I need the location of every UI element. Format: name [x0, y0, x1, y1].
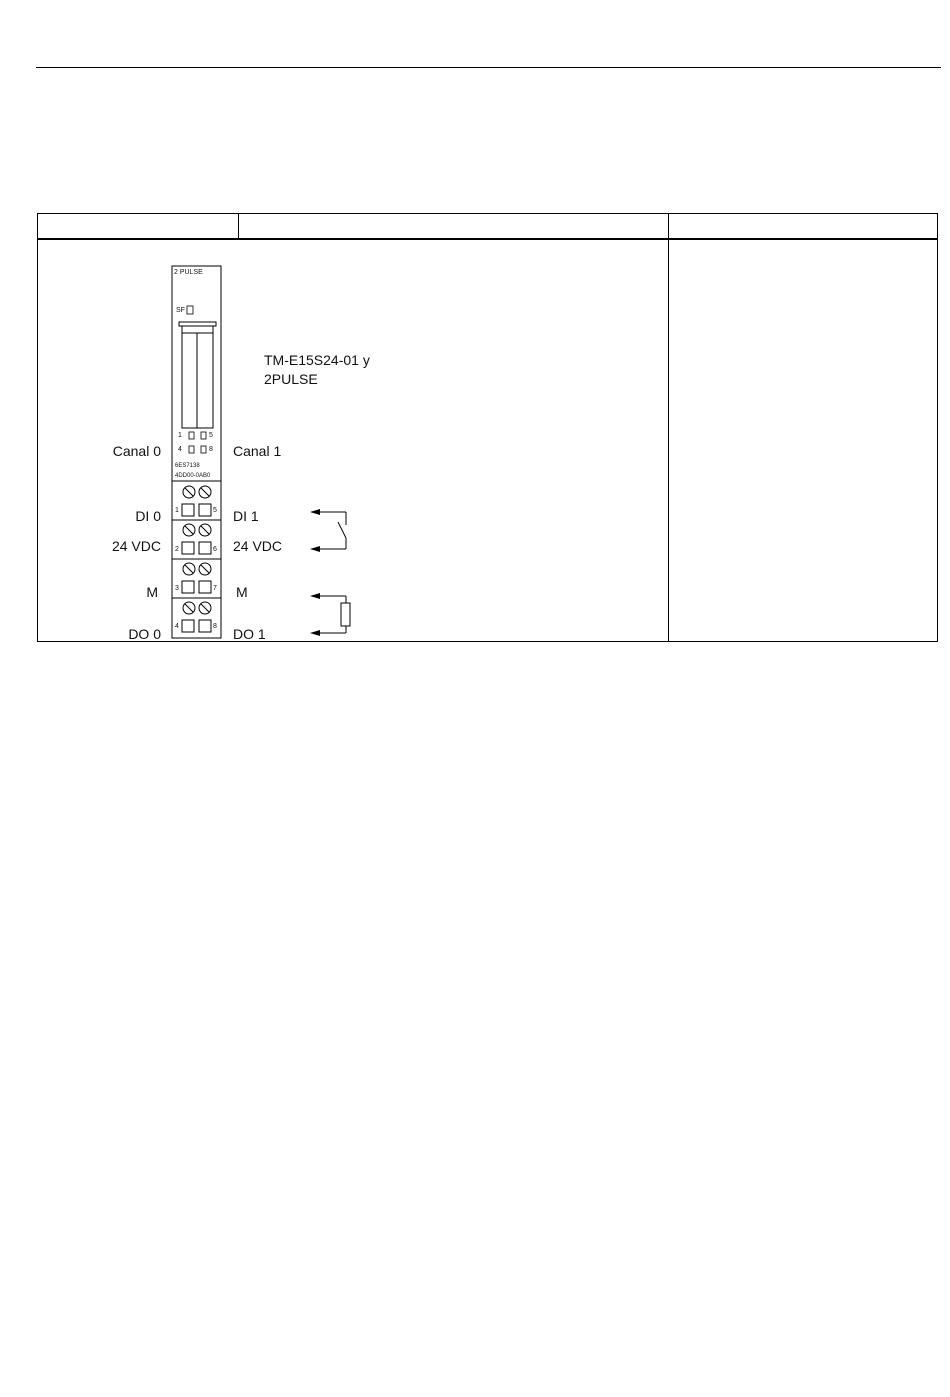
label-m-right: M: [236, 584, 248, 600]
terminal-number-2: 2: [175, 546, 179, 553]
led-label-5: 5: [209, 432, 213, 439]
led-8: [201, 446, 206, 453]
terminal-number-6: 6: [213, 546, 217, 553]
order-number-line2: 4DD00-0AB0: [175, 473, 211, 479]
label-di-1: DI 1: [233, 508, 259, 524]
module-name: 2 PULSE: [174, 269, 203, 276]
label-di-0: DI 0: [135, 508, 161, 524]
caption-line1: TM-E15S24-01 y: [264, 352, 370, 368]
arrow-m: [310, 593, 320, 599]
terminal-number-8: 8: [213, 623, 217, 630]
led-5: [201, 432, 206, 439]
arrow-di1: [310, 509, 320, 515]
label-m-left: M: [146, 584, 158, 600]
label-do-0: DO 0: [128, 626, 161, 642]
caption-line2: 2PULSE: [264, 371, 318, 387]
module-caption: [264, 351, 370, 389]
label-canal-0: Canal 0: [112, 443, 161, 459]
terminal-number-1: 1: [175, 507, 179, 514]
led-label-1: 1: [178, 432, 182, 439]
terminal-number-4: 4: [175, 623, 179, 630]
switch-wiring: [316, 512, 346, 549]
arrow-do1: [310, 630, 320, 636]
label-24vdc-left: 24 VDC: [111, 538, 161, 554]
label-do-1: DO 1: [233, 626, 266, 642]
screws: [183, 486, 211, 614]
arrow-24vdc: [310, 546, 320, 552]
label-holder: [179, 322, 216, 326]
label-24vdc-right: 24 VDC: [233, 538, 283, 554]
terminal-number-7: 7: [213, 585, 217, 592]
label-canal-1: Canal 1: [233, 443, 282, 459]
terminal-number-5: 5: [213, 507, 217, 514]
led-label-8: 8: [209, 446, 213, 453]
led-1: [189, 432, 194, 439]
sf-led: [187, 306, 193, 314]
order-number-line1: 6ES7138: [175, 463, 200, 469]
sf-label: SF: [176, 307, 185, 314]
load-wiring: [316, 596, 350, 633]
led-label-4: 4: [178, 446, 182, 453]
led-4: [189, 446, 194, 453]
terminal-number-3: 3: [175, 585, 179, 592]
terminal-squares: [182, 504, 211, 632]
